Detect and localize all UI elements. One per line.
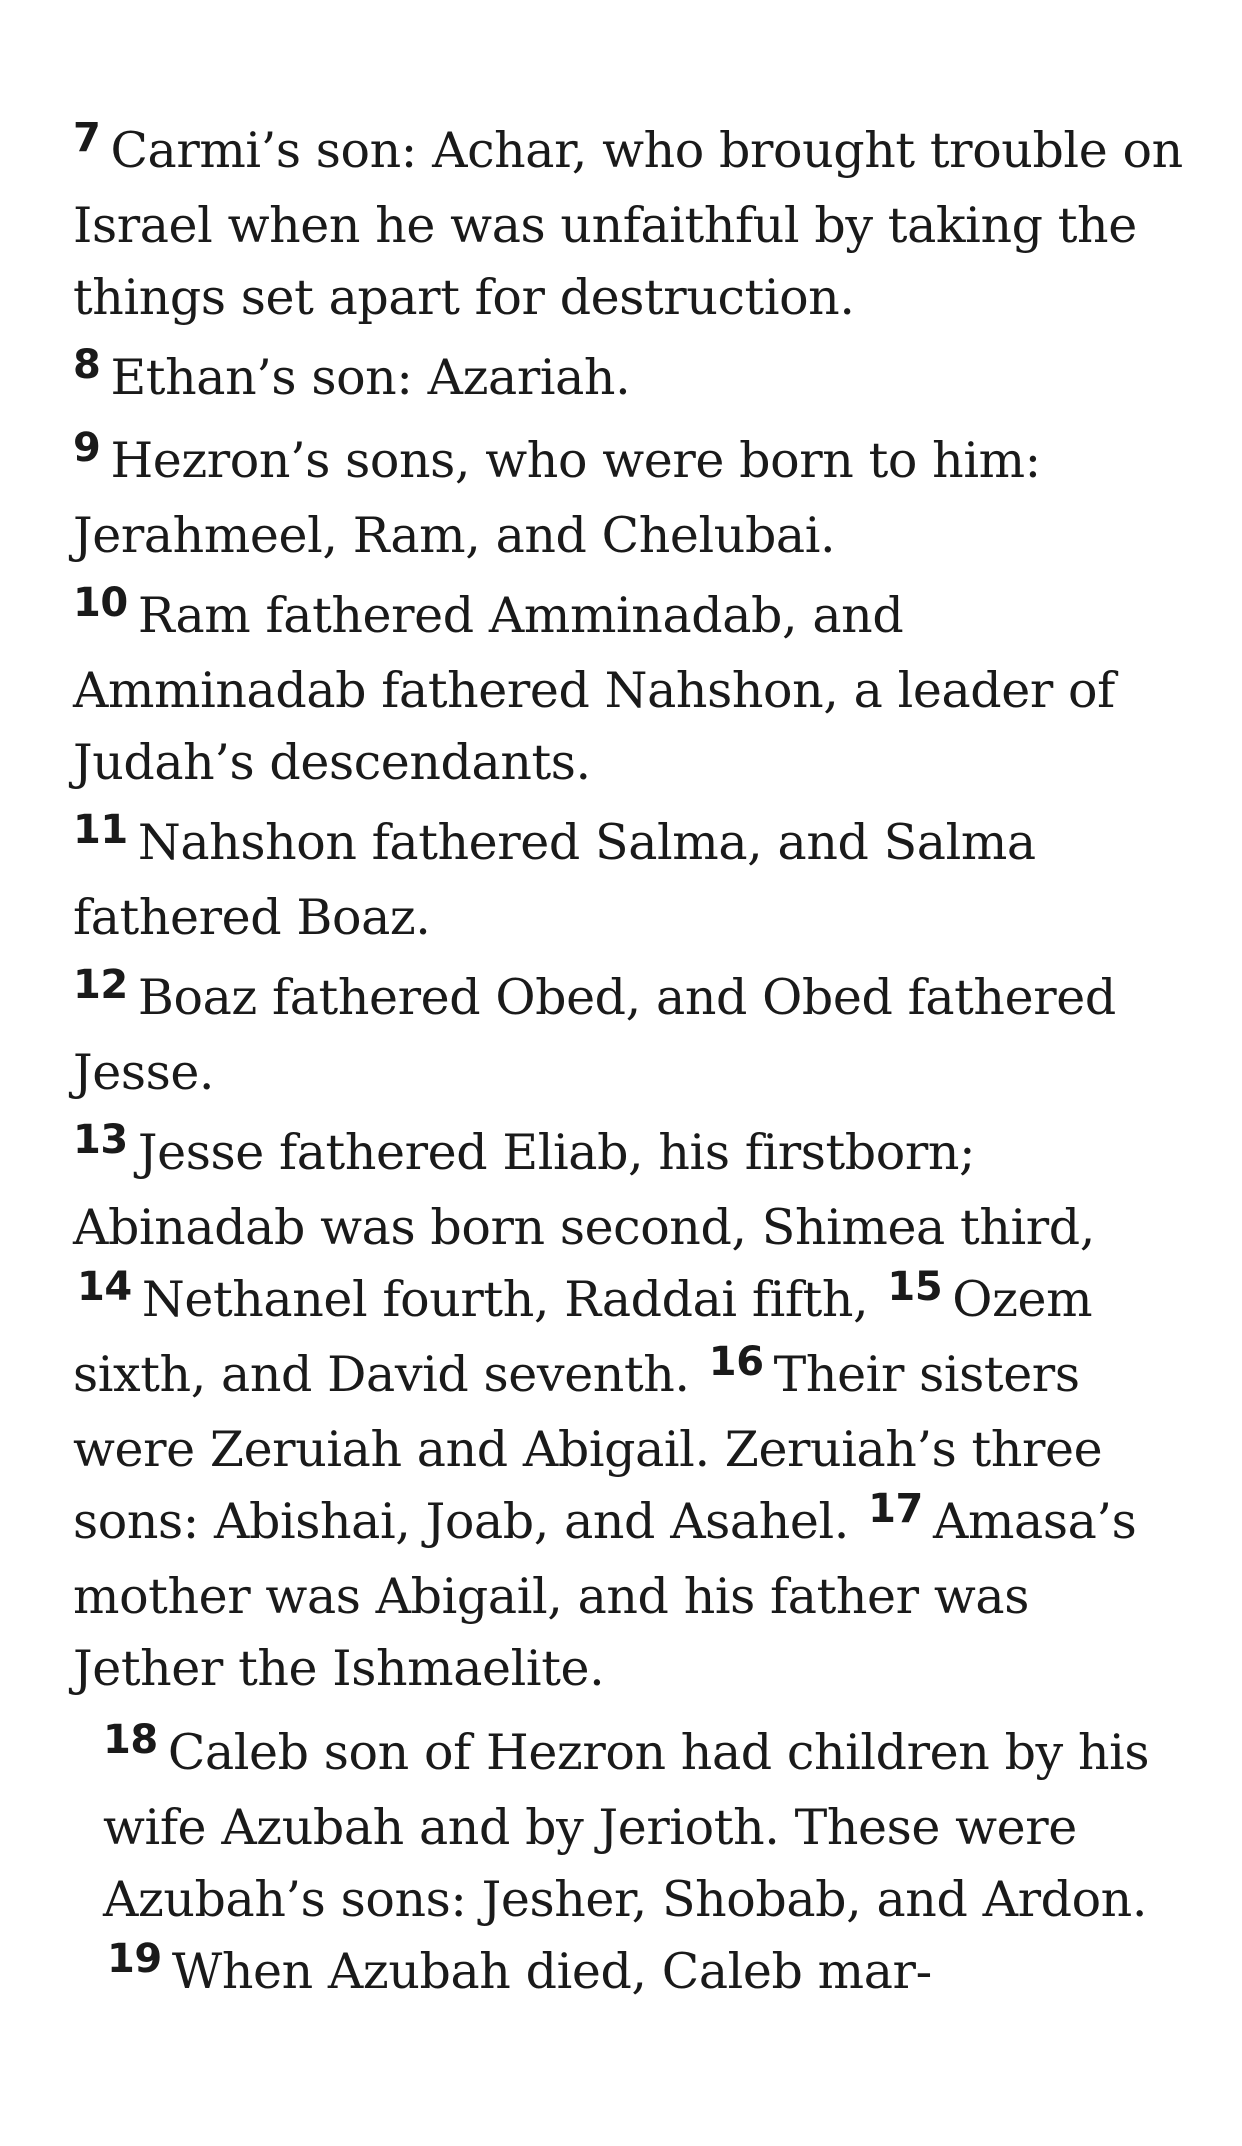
- verse-text: Nahshon fathered Salma, and Salma fathered Boaz.: [73, 814, 1036, 946]
- verse-number: 7: [73, 115, 101, 161]
- paragraph: [73, 425, 1183, 572]
- paragraph: [73, 807, 1183, 954]
- verse-text: Boaz fathered Obed, and Obed fathered Jesse.: [73, 969, 1116, 1101]
- paragraph: [103, 1717, 1183, 2011]
- verse-number: 8: [73, 342, 101, 388]
- verse-number: 12: [73, 962, 128, 1008]
- verse-number: 14: [77, 1264, 132, 1310]
- verse-number: 10: [73, 580, 128, 626]
- verse-text: Carmi’s son: Achar, who brought trouble on Israel when he was unfaithful by taking the things set apart for destruction.: [73, 122, 1183, 326]
- verse-number: 19: [107, 1936, 162, 1982]
- verse-text: Amasa’s mother was Abigail, and his father was Jether the Ishmaelite.: [73, 1493, 1137, 1697]
- verse-text: When Azubah died, Caleb mar-: [171, 1943, 932, 2000]
- paragraph: [73, 115, 1183, 334]
- paragraph: [73, 580, 1183, 799]
- verse-number: 9: [73, 425, 101, 471]
- verse-text: Their sisters were Zeruiah and Abigail. Zeruiah’s three sons: Abishai, Joab, and Asahel.: [73, 1346, 1103, 1550]
- verse-number: 15: [887, 1264, 943, 1310]
- verse-text: Nethanel fourth, Raddai fifth,: [141, 1271, 869, 1328]
- verse-number: 18: [103, 1717, 158, 1763]
- verse-text: Caleb son of Hezron had children by his wife Azubah and by Jerioth. These were Azubah’s sons: Jesher, Shobab, and Ardon.: [103, 1724, 1150, 1928]
- verse-number: 11: [73, 807, 128, 853]
- paragraph: [73, 342, 1183, 417]
- paragraph: [73, 962, 1183, 1109]
- verse-text: Ethan’s son: Azariah.: [110, 349, 631, 406]
- verse-number: 17: [868, 1486, 923, 1532]
- verse-text: Ram fathered Amminadab, and Amminadab fathered Nahshon, a leader of Judah’s descendants.: [73, 587, 1115, 791]
- verse-number: 13: [73, 1117, 128, 1163]
- verse-text: Jesse fathered Eliab, his firstborn; Abinadab was born second, Shimea third,: [73, 1124, 1095, 1256]
- paragraph: [73, 1117, 1183, 1705]
- verse-text: Ozem sixth, and David seventh.: [73, 1271, 1093, 1403]
- scripture-text: [73, 115, 1183, 2019]
- verse-number: 16: [708, 1339, 764, 1385]
- verse-text: Hezron’s sons, who were born to him: Jerahmeel, Ram, and Chelubai.: [73, 432, 1041, 564]
